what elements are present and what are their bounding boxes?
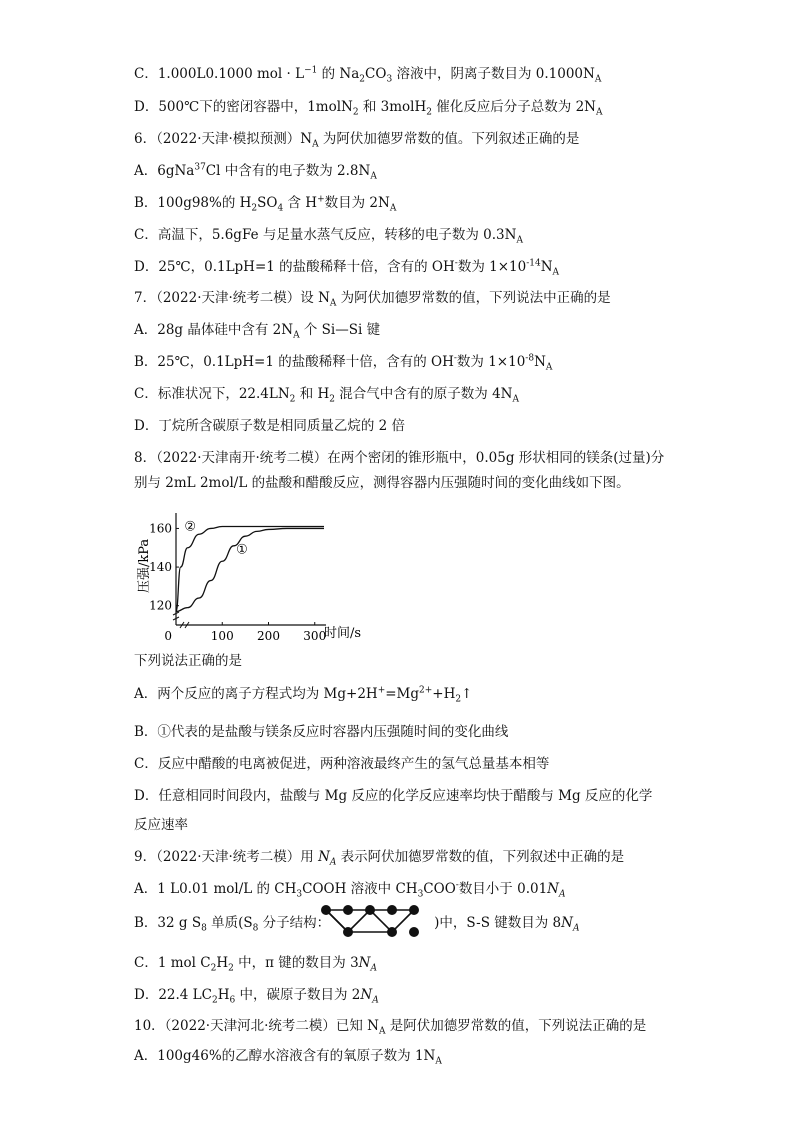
s-atom (409, 927, 419, 937)
question-7-option-d: D．丁烷所含碳原子数是相同质量乙烷的 2 倍 (134, 418, 405, 434)
series-curve-1 (176, 528, 324, 611)
s-atom (343, 927, 353, 937)
question-9-option-b: B．32 g $S_8$ 单质($S_8$ 分子结构： )中，S-S 键数目为 $8N_A$ (134, 915, 580, 934)
y-tick-label: 120 (149, 598, 172, 613)
s-atom (321, 905, 331, 915)
option-d-line: D．500℃下的密闭容器中，1molN$_2$ 和 3molH$_2$ 催化反应后分子总数为 $2N_A$ (134, 99, 603, 118)
question-8-option-d-line2: 反应速率 (134, 817, 188, 833)
question-9-option-d: D．22.4 $LC_2H_6$ 中，碳原子数目为 $2N_A$ (134, 987, 379, 1006)
pressure-time-chart (132, 505, 362, 645)
question-8-option-c: C．反应中醋酸的电离被促进，两种溶液最终产生的氢气总量基本相等 (134, 756, 550, 772)
question-6-option-d: D．25℃，0.1LpH=1 的盐酸稀释十倍，含有的 OH-数为 $1\times 10^{-14}N_A$ (134, 258, 560, 278)
chart-x-label: 时间/s (324, 626, 362, 641)
s-atom (387, 927, 397, 937)
question-6-stem: 6．（2022·天津·模拟预测）$N_A$ 为阿伏加德罗常数的值。下列叙述正确的是 (134, 131, 580, 150)
question-9-stem: 9．（2022·天津·统考二模）用 $N_A$ 表示阿伏加德罗常数的值，下列叙述中正确的是 (134, 849, 625, 868)
question-6-option-a: A．6gNa$^{37}$Cl 中含有的电子数为 $2.8N_A$ (134, 162, 377, 182)
question-8-prompt: 下列说法正确的是 (134, 653, 242, 669)
s-atom (343, 905, 353, 915)
question-10-stem: 10．（2022·天津河北·统考二模）已知 $N_A$ 是阿伏加德罗常数的值，下列说法正确的是 (134, 1018, 647, 1037)
series-label-2: ② (184, 519, 196, 535)
question-8-option-d-line1: D．任意相同时间段内，盐酸与 Mg 反应的化学反应速率均快于醋酸与 Mg 反应的化学 (134, 788, 653, 804)
question-7-option-c: C．标准状况下，$22.4LN_2$ 和 $H_2$ 混合气中含有的原子数为 $4N_A$ (134, 386, 519, 405)
question-9-option-a: A．1 L0.01 mol/L 的 $CH_3COOH$ 溶液中 $CH_3COO^-$数目小于 $0.01N_A$ (134, 880, 566, 900)
chart-curves (176, 527, 324, 612)
s-atom (409, 905, 419, 915)
x-tick-label: 200 (257, 629, 280, 643)
question-6-option-c: C．高温下，5.6gFe 与足量水蒸气反应，转移的电子数为 $0.3N_A$ (134, 227, 523, 246)
y-tick-label: 160 (149, 521, 172, 536)
question-6-option-b: B．100g98%的 $H_2SO_4$ 含 H+数目为 $2N_A$ (134, 194, 397, 214)
s-atom (365, 905, 375, 915)
series-label-1: ① (236, 542, 248, 558)
question-7-option-b: B．25℃，0.1LpH=1 的盐酸稀释十倍，含有的 OH-数为 $1\times 10^{-8}N_A$ (134, 353, 553, 373)
s-atom (387, 905, 397, 915)
chart-y-label: 压强/kPa (137, 538, 152, 593)
x-tick-label: 0 (164, 629, 172, 643)
x-tick-label: 100 (210, 629, 234, 643)
x-tick-label: 300 (303, 629, 327, 643)
question-9-option-c: C．1 mol $C_2H_2$ 中，π 键的数目为 $3N_A$ (134, 955, 377, 974)
question-8-stem-line1: 8．（2022·天津南开·统考二模）在两个密闭的锥形瓶中，0.05g 形状相同的镁条(过量)分 (134, 450, 665, 466)
question-8-option-b: B．①代表的是盐酸与镁条反应时容器内压强随时间的变化曲线 (134, 724, 509, 740)
question-7-stem: 7．（2022·天津·统考二模）设 $N_A$ 为阿伏加德罗常数的值，下列说法中正确的是 (134, 290, 611, 309)
question-8-stem-line2: 别与 2mL 2mol/L 的盐酸和醋酸反应，测得容器内压强随时间的变化曲线如下图。 (134, 475, 630, 491)
question-8-option-a: A．两个反应的离子方程式均为 $Mg+2H^+=Mg^{2+}+H_2↑$ (134, 685, 473, 705)
question-10-option-a: A．100g46%的乙醇水溶液含有的氧原子数为 $1N_A$ (134, 1048, 442, 1067)
question-7-option-a: A．28g 晶体硅中含有 $2N_A$ 个 Si—Si 键 (134, 322, 381, 341)
y-tick-label: 140 (149, 560, 172, 575)
option-c-line: C．1.000L0.1000 mol · $L^{-1}$ 的 $Na_2CO_3$ 溶液中，阴离子数目为 $0.1000N_A$ (134, 65, 602, 85)
s8-molecule-structure (318, 902, 422, 938)
